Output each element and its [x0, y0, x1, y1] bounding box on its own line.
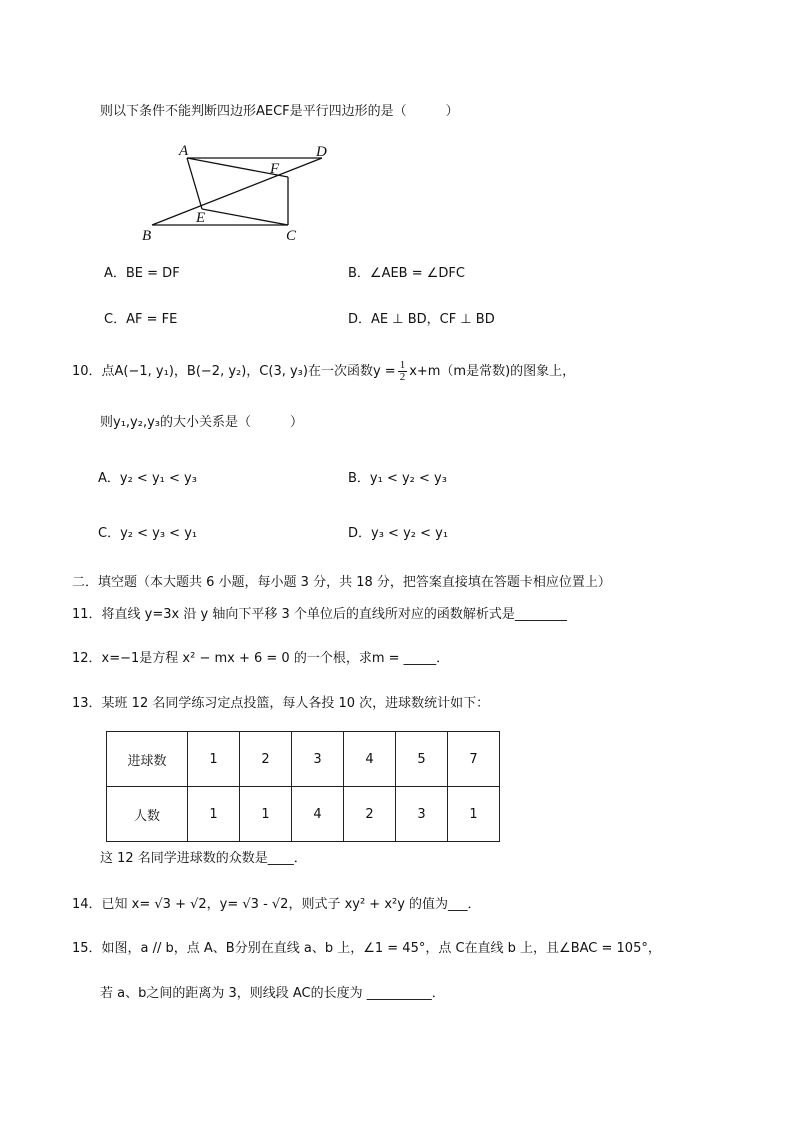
q10-option-a[interactable]: A．y₂ < y₁ < y₃ [98, 471, 197, 486]
segment-AE [187, 158, 202, 209]
label-A: A [179, 143, 189, 159]
table-cell: 2 [344, 787, 396, 842]
q9-stem: 则以下条件不能判断四边形AECF是平行四边形的是（ ） [100, 104, 459, 119]
table-row [107, 787, 500, 842]
table-cell: 1 [188, 787, 240, 842]
table-cell: 4 [292, 787, 344, 842]
segment-EC [202, 209, 288, 225]
table-header-people: 人数 [107, 787, 188, 842]
q10-stem-part1: 10．点A(−1, y₁)，B(−2, y₂)，C(3, y₃)在一次函数y = [72, 364, 396, 379]
table-cell: 3 [292, 732, 344, 787]
table-cell: 5 [396, 732, 448, 787]
q10-stem [72, 360, 575, 383]
table-cell: 2 [240, 732, 292, 787]
q10-fraction [398, 360, 408, 383]
q12: 12．x=−1是方程 x² − mx + 6 = 0 的一个根，求m = _____． [72, 651, 450, 666]
goals-table [106, 731, 500, 842]
q15-line-1: 15．如图，a // b，点 A、B分别在直线 a、b 上，∠1 = 45°，点 C在直线 b 上，且∠BAC = 105°， [72, 941, 661, 956]
q9-option-c[interactable]: C．AF = FE [104, 312, 178, 327]
q10-option-b[interactable]: B．y₁ < y₂ < y₃ [348, 471, 447, 486]
q10-stem-2: 则y₁,y₂,y₃的大小关系是（ ） [100, 415, 303, 430]
table-row [107, 732, 500, 787]
q13-stem: 13．某班 12 名同学练习定点投篮，每人各投 10 次，进球数统计如下： [72, 696, 490, 711]
q10-stem-part2: x+m（m是常数)的图象上， [409, 364, 576, 379]
q9-option-b[interactable]: B．∠AEB = ∠DFC [348, 266, 465, 281]
q14: 14．已知 x= √3 + √2，y= √3 - √2，则式子 xy² + x²y 的值为___． [72, 897, 481, 912]
parallelogram-figure [130, 138, 340, 248]
label-C: C [286, 228, 297, 244]
q9-option-d[interactable]: D．AE ⊥ BD，CF ⊥ BD [348, 312, 495, 327]
label-F: F [270, 161, 280, 177]
table-cell: 4 [344, 732, 396, 787]
q10-fraction-numerator: 1 [399, 359, 406, 371]
table-cell: 1 [448, 787, 500, 842]
q13-after: 这 12 名同学进球数的众数是____． [100, 851, 307, 866]
section-2-heading: 二．填空题（本大题共 6 小题，每小题 3 分，共 18 分，把答案直接填在答题卡相应位置上） [72, 575, 611, 590]
q10-fraction-denominator: 2 [399, 371, 406, 383]
q11: 11．将直线 y=3x 沿 y 轴向下平移 3 个单位后的直线所对应的函数解析式是________ [72, 607, 567, 622]
q15-line-2: 若 a、b之间的距离为 3，则线段 AC的长度为 __________． [100, 986, 445, 1001]
label-D: D [316, 144, 327, 160]
q9-option-a[interactable]: A．BE = DF [104, 266, 180, 281]
table-cell: 1 [240, 787, 292, 842]
q10-option-c[interactable]: C．y₂ < y₃ < y₁ [98, 526, 198, 541]
table-cell: 3 [396, 787, 448, 842]
q10-option-d[interactable]: D．y₃ < y₂ < y₁ [348, 526, 449, 541]
table-cell: 1 [188, 732, 240, 787]
table-header-goals: 进球数 [107, 732, 188, 787]
table-cell: 7 [448, 732, 500, 787]
label-E: E [196, 210, 206, 226]
label-B: B [142, 228, 152, 244]
